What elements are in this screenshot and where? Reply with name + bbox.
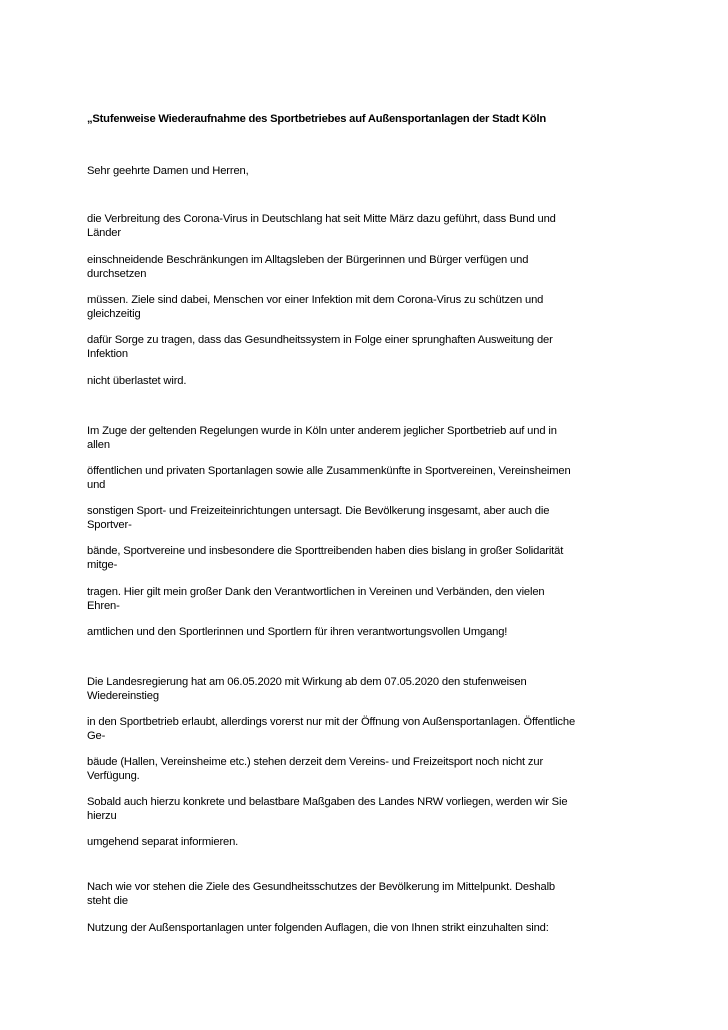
text-line: Verfügung. [87, 770, 140, 782]
text-line: Wiedereinstieg [87, 690, 159, 702]
text-line: Ge- [87, 730, 106, 742]
text-line: umgehend separat informieren. [87, 836, 239, 848]
text-line: allen [87, 439, 110, 451]
text-line: dafür Sorge zu tragen, dass das Gesundheitssystem in Folge einer sprunghaften Ausweitung der [87, 334, 553, 346]
text-line: müssen. Ziele sind dabei, Menschen vor einer Infektion mit dem Corona-Virus zu schützen und [87, 294, 544, 306]
salutation: Sehr geehrte Damen und Herren, [87, 165, 249, 177]
text-line: bäude (Hallen, Vereinsheime etc.) stehen derzeit dem Vereins- und Freizeitsport noch nicht zur [87, 756, 544, 768]
text-line: bände, Sportvereine und insbesondere die Sporttreibenden haben dies bislang in großer Solidarität [87, 545, 564, 557]
text-line: Sobald auch hierzu konkrete und belastbare Maßgaben des Landes NRW vorliegen, werden wir Sie [87, 796, 568, 808]
document-title: „Stufenweise Wiederaufnahme des Sportbetriebes auf Außensportanlagen der Stadt Köln [87, 113, 547, 125]
text-line: öffentlichen und privaten Sportanlagen sowie alle Zusammenkünfte in Sportvereinen, Vereinsheimen [87, 465, 571, 477]
text-line: steht die [87, 895, 128, 907]
text-line: mitge- [87, 559, 118, 571]
text-line: sonstigen Sport- und Freizeiteinrichtungen untersagt. Die Bevölkerung insgesamt, aber auch die [87, 505, 550, 517]
text-line: Nach wie vor stehen die Ziele des Gesundheitsschutzes der Bevölkerung im Mittelpunkt. Deshalb [87, 881, 555, 893]
text-line: die Verbreitung des Corona-Virus in Deutschlang hat seit Mitte März dazu geführt, dass Bund und [87, 213, 556, 225]
text-line: Ehren- [87, 600, 120, 612]
text-line: hierzu [87, 810, 117, 822]
text-line: tragen. Hier gilt mein großer Dank den Verantwortlichen in Vereinen und Verbänden, den vielen [87, 586, 545, 598]
text-line: Die Landesregierung hat am 06.05.2020 mit Wirkung ab dem 07.05.2020 den stufenweisen [87, 676, 527, 688]
text-line: Sportver- [87, 519, 132, 531]
text-line: einschneidende Beschränkungen im Alltagsleben der Bürgerinnen und Bürger verfügen und [87, 254, 529, 266]
text-line: Im Zuge der geltenden Regelungen wurde in Köln unter anderem jeglicher Sportbetrieb auf und in [87, 425, 557, 437]
text-line: in den Sportbetrieb erlaubt, allerdings vorerst nur mit der Öffnung von Außensportanlagen. Öffentliche [87, 716, 576, 728]
text-line: Nutzung der Außensportanlagen unter folgenden Auflagen, die von Ihnen strikt einzuhalten sind: [87, 922, 549, 934]
text-line: Länder [87, 227, 121, 239]
text-line: durchsetzen [87, 268, 147, 280]
text-line: amtlichen und den Sportlerinnen und Sportlern für ihren verantwortungsvollen Umgang! [87, 626, 508, 638]
text-line: und [87, 479, 106, 491]
text-line: nicht überlastet wird. [87, 375, 187, 387]
text-line: gleichzeitig [87, 308, 141, 320]
text-line: Infektion [87, 348, 128, 360]
